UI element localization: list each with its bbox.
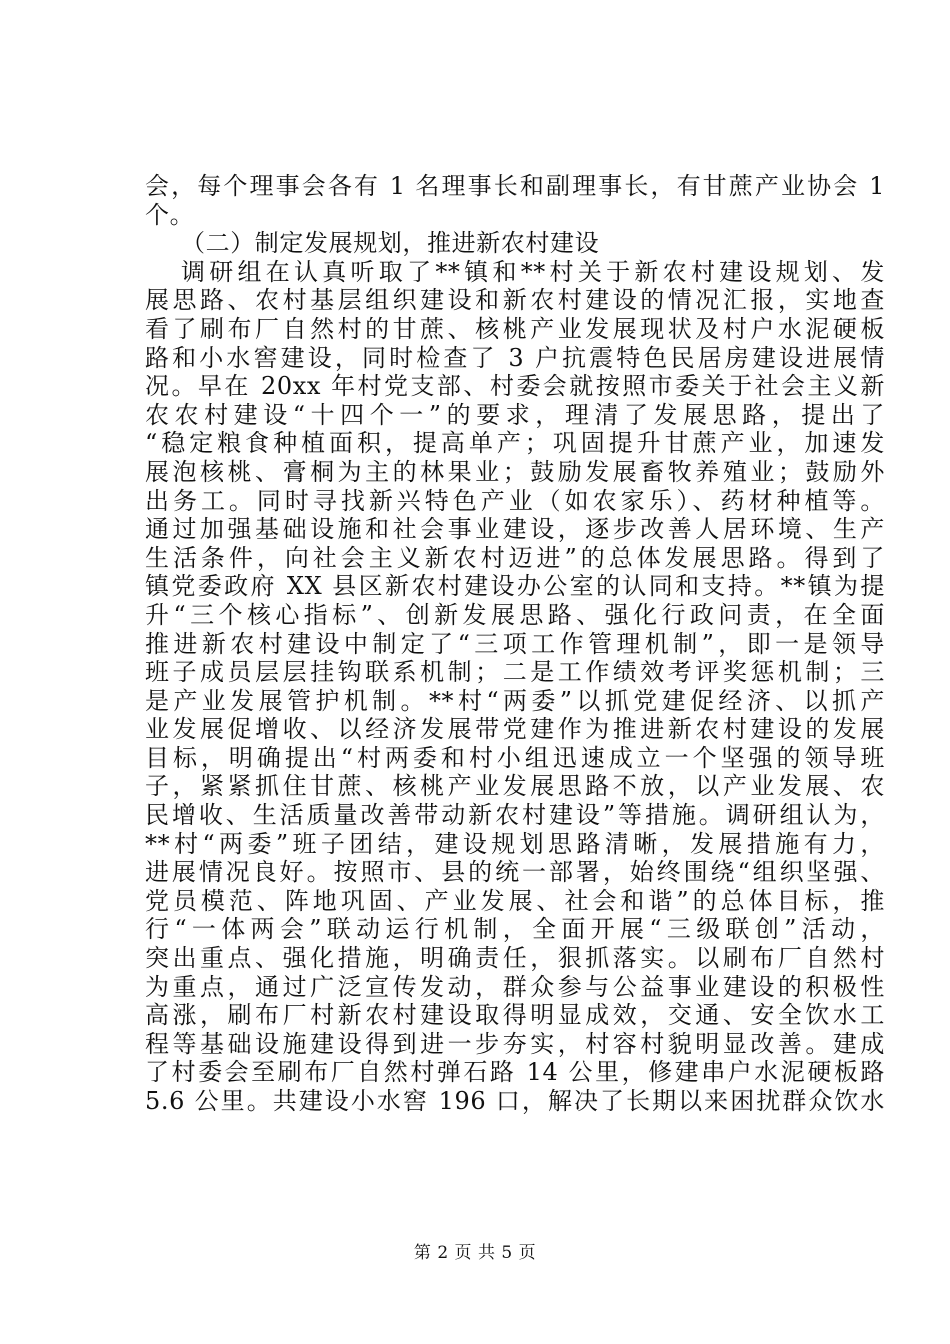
text-line: 推进新农村建设中制定了“三项工作管理机制”，即一是领导 (145, 629, 885, 658)
text-line: 子，紧紧抓住甘蔗、核桃产业发展思路不放，以产业发展、农 (145, 772, 885, 801)
text-line: 业发展促增收、以经济发展带党建作为推进新农村建设的发展 (145, 715, 885, 744)
text-line: 展思路、农村基层组织建设和新农村建设的情况汇报，实地查 (145, 286, 885, 315)
text-line: 高涨，刷布厂村新农村建设取得明显成效，交通、安全饮水工 (145, 1001, 885, 1030)
text-line: 党员模范、阵地巩固、产业发展、社会和谐”的总体目标，推 (145, 886, 885, 915)
text-line: 进展情况良好。按照市、县的统一部署，始终围绕“组织坚强、 (145, 858, 885, 887)
text-line: “稳定粮食种植面积，提高单产；巩固提升甘蔗产业，加速发 (145, 429, 885, 458)
text-line: 通过加强基础设施和社会事业建设，逐步改善人居环境、生产 (145, 515, 885, 544)
text-line: 会，每个理事会各有 1 名理事长和副理事长，有甘蔗产业协会 1 (145, 172, 885, 200)
text-line: 了村委会至刷布厂自然村弹石路 14 公里，修建串户水泥硬板路 (145, 1058, 885, 1087)
text-line: 5.6 公里。共建设小水窖 196 口，解决了长期以来困扰群众饮水 (145, 1087, 885, 1115)
text-line: 突出重点、强化措施，明确责任，狠抓落实。以刷布厂自然村 (145, 944, 885, 973)
text-line: 农农村建设“十四个一”的要求，理清了发展思路，提出了 (145, 400, 885, 429)
text-line: 看了刷布厂自然村的甘蔗、核桃产业发展现状及村户水泥硬板 (145, 314, 885, 343)
text-line: 个。 (145, 200, 195, 229)
text-line: 为重点，通过广泛宣传发动，群众参与公益事业建设的积极性 (145, 972, 885, 1001)
text-line: 班子成员层层挂钩联系机制；二是工作绩效考评奖惩机制；三 (145, 658, 885, 687)
text-line: 行“一体两会”联动运行机制，全面开展“三级联创”活动， (145, 915, 885, 944)
body-text (145, 172, 885, 1116)
text-line: 是产业发展管护机制。**村“两委”以抓党建促经济、以抓产 (145, 686, 885, 715)
text-line: 程等基础设施建设得到进一步夯实，村容村貌明显改善。建成 (145, 1029, 885, 1058)
text-line: 生活条件，向社会主义新农村迈进”的总体发展思路。得到了 (145, 543, 885, 572)
text-line: 镇党委政府 XX 县区新农村建设办公室的认同和支持。**镇为提 (145, 572, 885, 601)
text-line: 展泡核桃、膏桐为主的林果业；鼓励发展畜牧养殖业；鼓励外 (145, 457, 885, 486)
text-line: 民增收、生活质量改善带动新农村建设”等措施。调研组认为， (145, 801, 885, 830)
text-line: 升“三个核心指标”、创新发展思路、强化行政问责，在全面 (145, 600, 885, 629)
text-line: 路和小水窖建设，同时检查了 3 户抗震特色民居房建设进展情 (145, 343, 885, 372)
text-line: 出务工。同时寻找新兴特色产业（如农家乐）、药材种植等。 (145, 486, 885, 515)
text-line: 目标，明确提出“村两委和村小组迅速成立一个坚强的领导班 (145, 743, 885, 772)
page-number-footer: 第 2 页 共 5 页 (413, 1243, 537, 1263)
section-heading: （二）制定发展规划，推进新农村建设 (181, 229, 600, 258)
text-line: 调研组在认真听取了**镇和**村关于新农村建设规划、发 (181, 257, 885, 286)
text-line: 况。早在 20xx 年村党支部、村委会就按照市委关于社会主义新 (145, 372, 885, 401)
text-line: **村“两委”班子团结，建设规划思路清晰，发展措施有力， (145, 829, 885, 858)
